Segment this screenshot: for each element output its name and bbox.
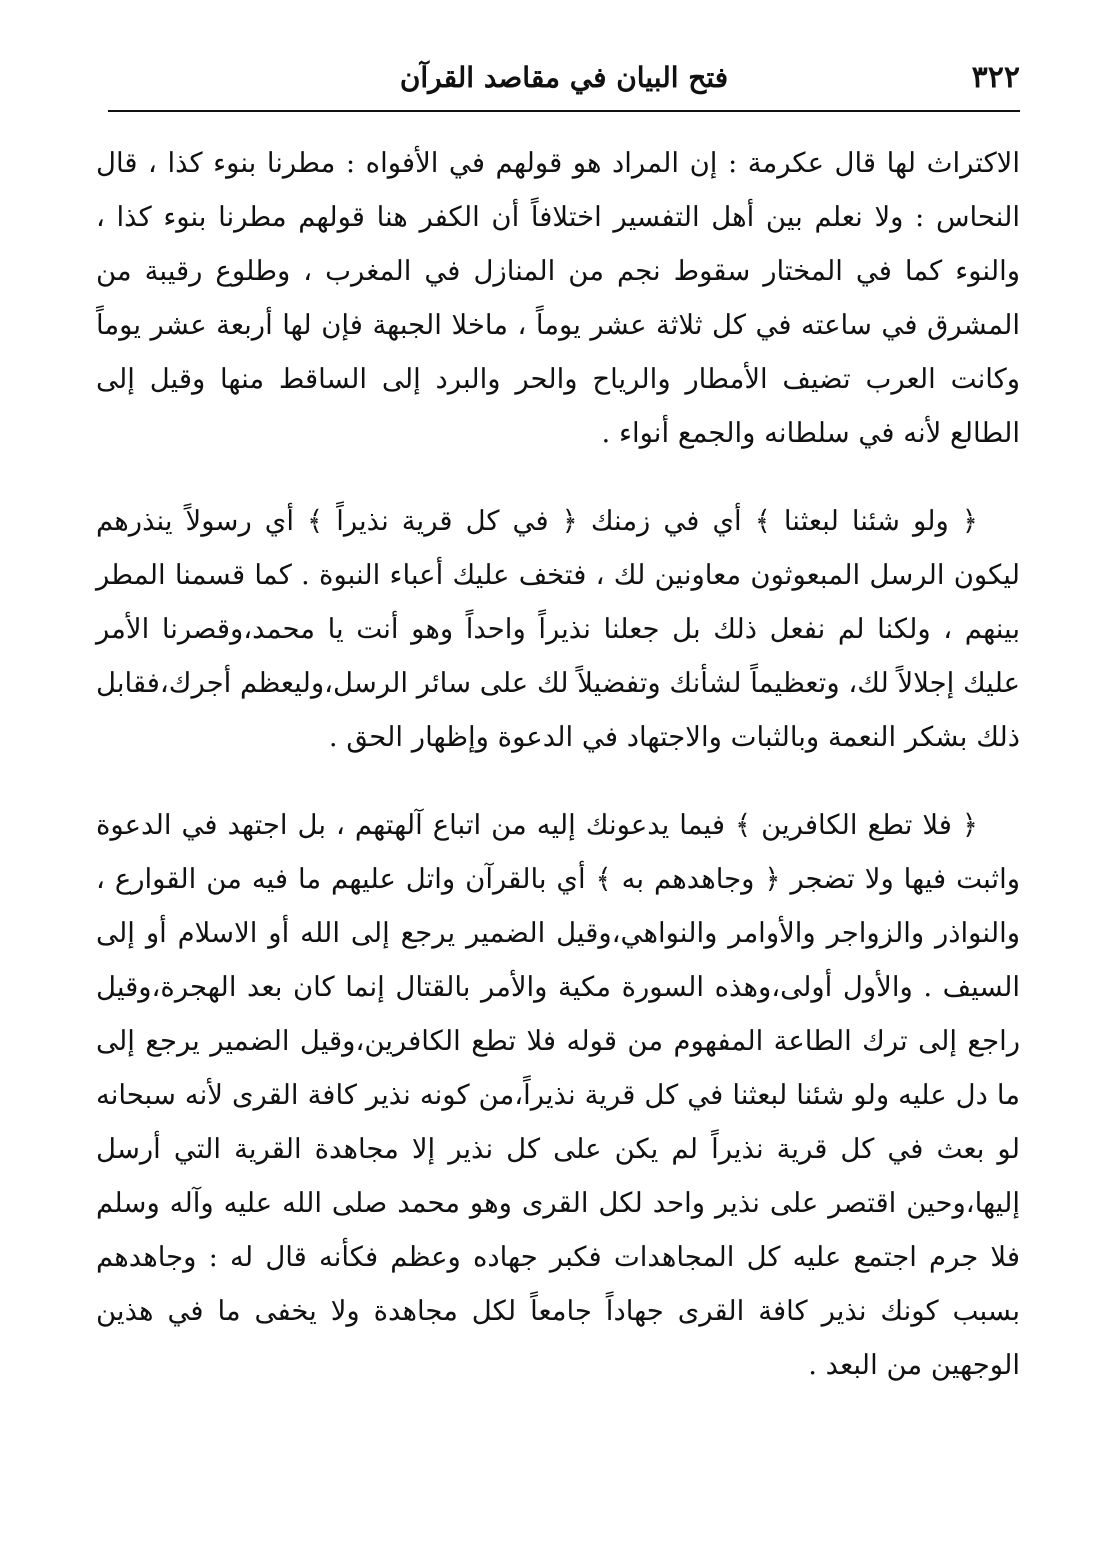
page-number: ٣٢٢ <box>971 60 1020 95</box>
header-divider <box>108 110 1020 112</box>
paragraph-3: ﴿ فلا تطع الكافرين ﴾ فيما يدعونك إليه من اتباع آلهتهم ، بل اجتهد في الدعوة واثبت فيها ولا تضجر ﴿ وجاهدهم به ﴾ أي بالقرآن واتل عليهم ما فيه من القوارع ، والنواذر والزواجر والأوامر والنواهي،وقيل الضمير يرجع إلى الله أو الاسلام أو إلى السيف . والأول أولى،وهذه السورة مكية والأمر بالقتال إنما كان بعد الهجرة،وقيل راجع إلى ترك الطاعة المفهوم من قوله فلا تطع الكافرين،وقيل الضمير يرجع إلى ما دل عليه ولو شئنا لبعثنا في كل قرية نذيراً،من كونه نذير كافة القرى لأنه سبحانه لو بعث في كل قرية نذيراً لم يكن على كل نذير إلا مجاهدة القرية التي أرسل إليها،وحين اقتصر على نذير واحد لكل القرى وهو محمد صلى الله عليه وآله وسلم فلا جرم اجتمع عليه كل المجاهدات فكبر جهاده وعظم فكأنه قال له : وجاهدهم بسبب كونك نذير كافة القرى جهاداً جامعاً لكل مجاهدة ولا يخفى ما في هذين الوجهين من البعد . <box>96 809 1020 1381</box>
page-header <box>108 56 1020 106</box>
running-title: فتح البيان في مقاصد القرآن <box>399 61 729 94</box>
paragraph-1: الاكتراث لها قال عكرمة : إن المراد هو قولهم في الأفواه : مطرنا بنوء كذا ، قال النحاس : ولا نعلم بين أهل التفسير اختلافاً أن الكفر هنا قولهم مطرنا بنوء كذا ، والنوء كما في المختار سقوط نجم من المنازل في المغرب ، وطلوع رقيبة من المشرق في ساعته في كل ثلاثة عشر يوماً ، ماخلا الجبهة فإن لها أربعة عشر يوماً وكانت العرب تضيف الأمطار والرياح والحر والبرد إلى الساقط منها وقيل إلى الطالع لأنه في سلطانه والجمع أنواء . <box>96 147 1020 449</box>
paragraph-2: ﴿ ولو شئنا لبعثنا ﴾ أي في زمنك ﴿ في كل قرية نذيراً ﴾ أي رسولاً ينذرهم ليكون الرسل المبعوثون معاونين لك ، فتخف عليك أعباء النبوة . كما قسمنا المطر بينهم ، ولكنا لم نفعل ذلك بل جعلنا نذيراً واحداً وهو أنت يا محمد،وقصرنا الأمر عليك إجلالاً لك، وتعظيماً لشأنك وتفضيلاً لك على سائر الرسل،وليعظم أجرك،فقابل ذلك بشكر النعمة وبالثبات والاجتهاد في الدعوة وإظهار الحق . <box>96 505 1020 753</box>
body-text <box>96 136 1020 1392</box>
